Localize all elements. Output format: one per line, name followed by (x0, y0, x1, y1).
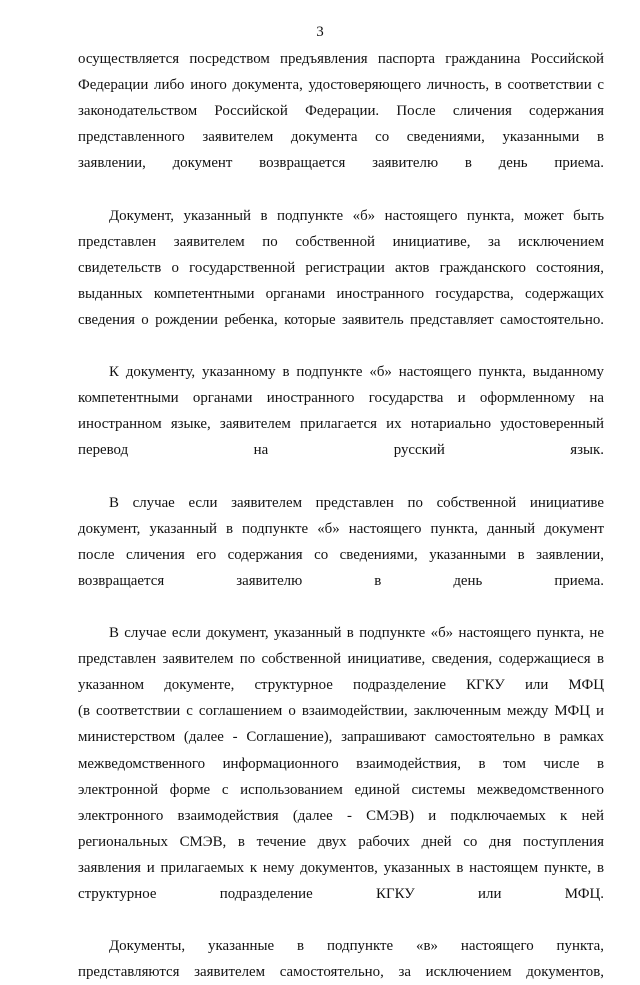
paragraph-passport-verification (78, 46, 604, 176)
text-line: указанном документе, структурное подразделение КГКУ или МФЦ (78, 677, 604, 694)
text-line: В случае если заявителем представлен по собственной инициативе (109, 494, 604, 511)
text-line: законодательством Российской Федерации. После сличения содержания (78, 103, 604, 120)
document-body (78, 46, 604, 985)
paragraph-gap (78, 176, 604, 202)
text-line: электронного взаимодействия (далее - СМЭВ) и подключаемых к ней (78, 807, 604, 824)
paragraph-document-v (78, 933, 604, 985)
text-line: структурное подразделение КГКУ или МФЦ. (78, 886, 604, 902)
paragraph-gap (78, 907, 604, 933)
text-line: Документы, указанные в подпункте «в» настоящего пункта, (109, 938, 604, 955)
text-line: министерством (далее - Соглашение), запрашивают самостоятельно в рамках (78, 729, 604, 746)
text-line: (в соответствии с соглашением о взаимодействии, заключенным между МФЦ и (78, 703, 604, 720)
text-line: представлен заявителем по собственной инициативе, за исключением (78, 233, 604, 250)
text-line: межведомственного информационного взаимодействия, в том числе в (78, 755, 604, 772)
text-line: осуществляется посредством предъявления паспорта гражданина Российской (78, 51, 604, 67)
text-line: иностранном языке, заявителем прилагается их нотариально удостоверенный (78, 416, 604, 433)
text-line: заявлении, документ возвращается заявителю в день приема. (78, 155, 604, 172)
text-line: К документу, указанному в подпункте «б» настоящего пункта, выданному (109, 364, 604, 381)
text-line: документ, указанный в подпункте «б» настоящего пункта, данный документ (78, 520, 604, 537)
text-line: выданных компетентными органами иностранного государства, содержащих (78, 285, 604, 302)
paragraph-document-b (78, 203, 604, 333)
paragraph-interagency-request (78, 620, 604, 907)
text-line: свидетельств о государственной регистрации актов гражданского состояния, (78, 259, 604, 276)
text-line: представленного заявителем документа со сведениями, указанными в (78, 129, 604, 146)
page-number: 3 (316, 24, 324, 40)
text-line: заявления и прилагаемых к нему документов, указанных в настоящем пункте, в (78, 859, 604, 876)
paragraph-own-initiative (78, 490, 604, 594)
text-line: после сличения его содержания со сведениями, указанными в заявлении, (78, 546, 604, 563)
text-line: представляются заявителем самостоятельно, за исключением документов, (78, 964, 604, 981)
text-line: перевод на русский язык. (78, 442, 604, 459)
text-line: региональных СМЭВ, в течение двух рабочих дней со дня поступления (78, 833, 604, 850)
text-line: Федерации либо иного документа, удостоверяющего личность, в соответствии с (78, 77, 604, 94)
paragraph-gap (78, 464, 604, 490)
text-line: сведения о рождении ребенка, которые заявитель представляет самостоятельно. (78, 311, 604, 328)
text-line: Документ, указанный в подпункте «б» настоящего пункта, может быть (109, 207, 604, 224)
paragraph-gap (78, 594, 604, 620)
text-line: В случае если документ, указанный в подпункте «б» настоящего пункта, не (109, 625, 604, 642)
paragraph-gap (78, 333, 604, 359)
text-line: возвращается заявителю в день приема. (78, 572, 604, 589)
text-line: компетентными органами иностранного государства и оформленному на (78, 390, 604, 407)
text-line: электронной форме с использованием единой системы межведомственного (78, 781, 604, 798)
text-line: представлен заявителем по собственной инициативе, сведения, содержащиеся в (78, 651, 604, 668)
paragraph-translation (78, 359, 604, 463)
